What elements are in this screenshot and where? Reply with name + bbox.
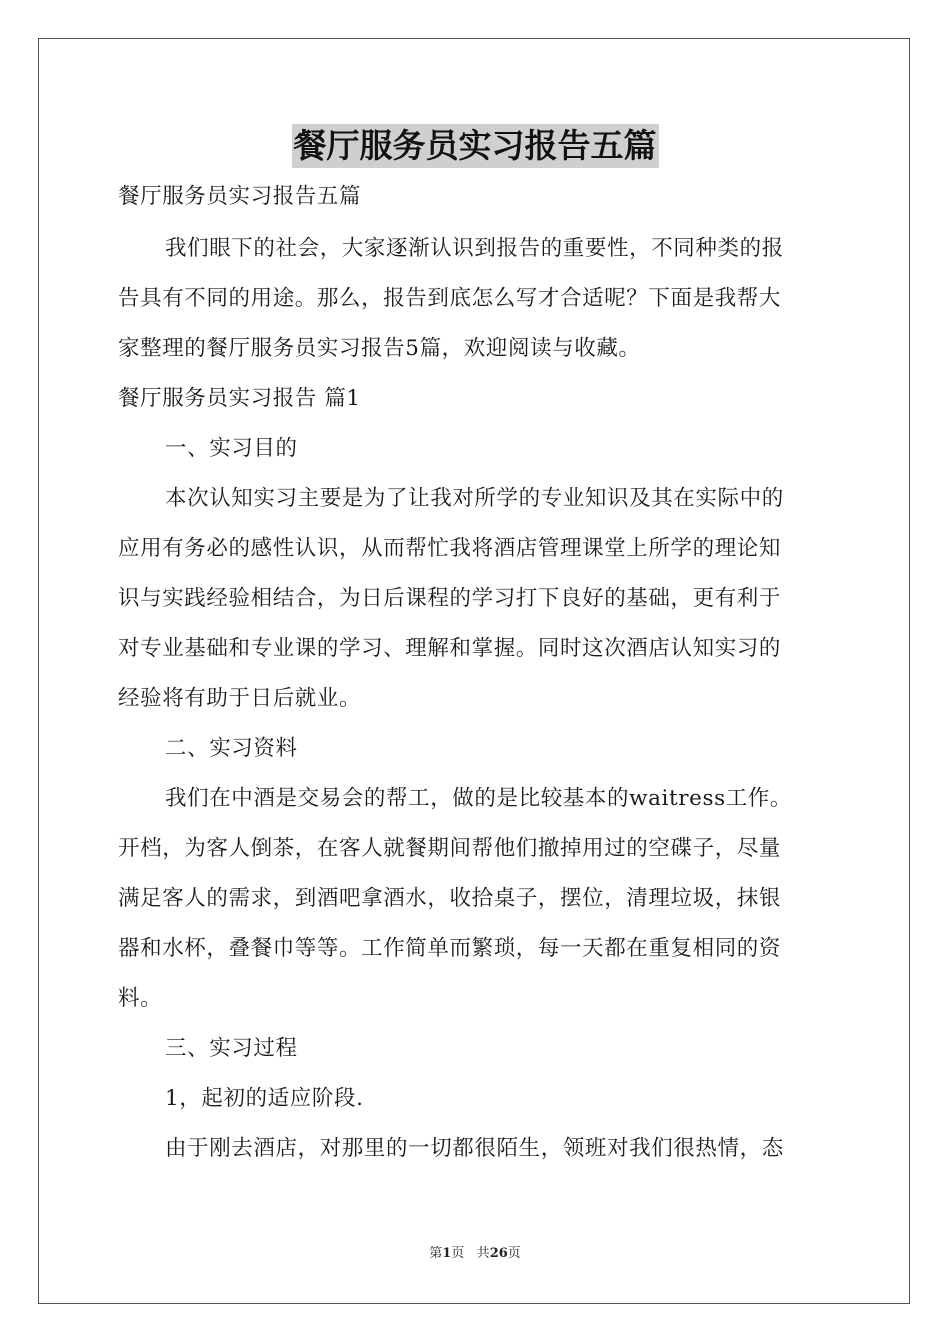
document-title: 餐厅服务员实习报告五篇: [292, 124, 659, 168]
body-line: 1，起初的适应阶段.: [165, 1086, 364, 1111]
page-footer: [0, 1245, 950, 1263]
body-line: 识与实践经验相结合，为日后课程的学习打下良好的基础，更有利于: [118, 586, 782, 611]
subsection-heading: 二、实习资料: [165, 736, 298, 761]
footer-total-pages: 26: [489, 1246, 508, 1261]
body-line: 料。: [118, 986, 163, 1011]
body-line: 家整理的餐厅服务员实习报告5篇，欢迎阅读与收藏。: [118, 336, 641, 361]
footer-page-suffix: 页: [451, 1246, 465, 1261]
body-line: 本次认知实习主要是为了让我对所学的专业知识及其在实际中的: [165, 486, 784, 511]
body-line: 满足客人的需求，到酒吧拿酒水，收拾桌子，摆位，清理垃圾，抹银: [118, 886, 782, 911]
body-line: 器和水杯，叠餐巾等等。工作简单而繁琐，每一天都在重复相同的资: [118, 936, 782, 961]
subsection-heading: 一、实习目的: [165, 436, 298, 461]
body-line: 经验将有助于日后就业。: [118, 686, 362, 711]
body-line: 告具有不同的用途。那么，报告到底怎么写才合适呢？下面是我帮大: [118, 286, 782, 311]
body-line: 对专业基础和专业课的学习、理解和掌握。同时这次酒店认知实习的: [118, 636, 782, 661]
body-line: 开档，为客人倒茶，在客人就餐期间帮他们撤掉用过的空碟子，尽量: [118, 836, 782, 861]
body-line: 由于刚去酒店，对那里的一切都很陌生，领班对我们很热情，态: [165, 1136, 784, 1161]
footer-page-prefix: 第: [429, 1246, 443, 1261]
body-line: 我们在中酒是交易会的帮工，做的是比较基本的waitress工作。: [165, 786, 793, 811]
subtitle-line: 餐厅服务员实习报告五篇: [118, 184, 362, 209]
body-line: 应用有务必的感性认识，从而帮忙我将酒店管理课堂上所学的理论知: [118, 536, 782, 561]
footer-total-suffix: 页: [507, 1246, 521, 1261]
subsection-heading: 三、实习过程: [165, 1036, 298, 1061]
title-container: [0, 124, 950, 168]
footer-total-prefix: 共: [476, 1246, 490, 1261]
section-heading: 餐厅服务员实习报告 篇1: [118, 386, 361, 411]
footer-page-number: 1: [442, 1246, 452, 1261]
body-line: 我们眼下的社会，大家逐渐认识到报告的重要性，不同种类的报: [165, 236, 784, 261]
page-border: [38, 38, 910, 1304]
